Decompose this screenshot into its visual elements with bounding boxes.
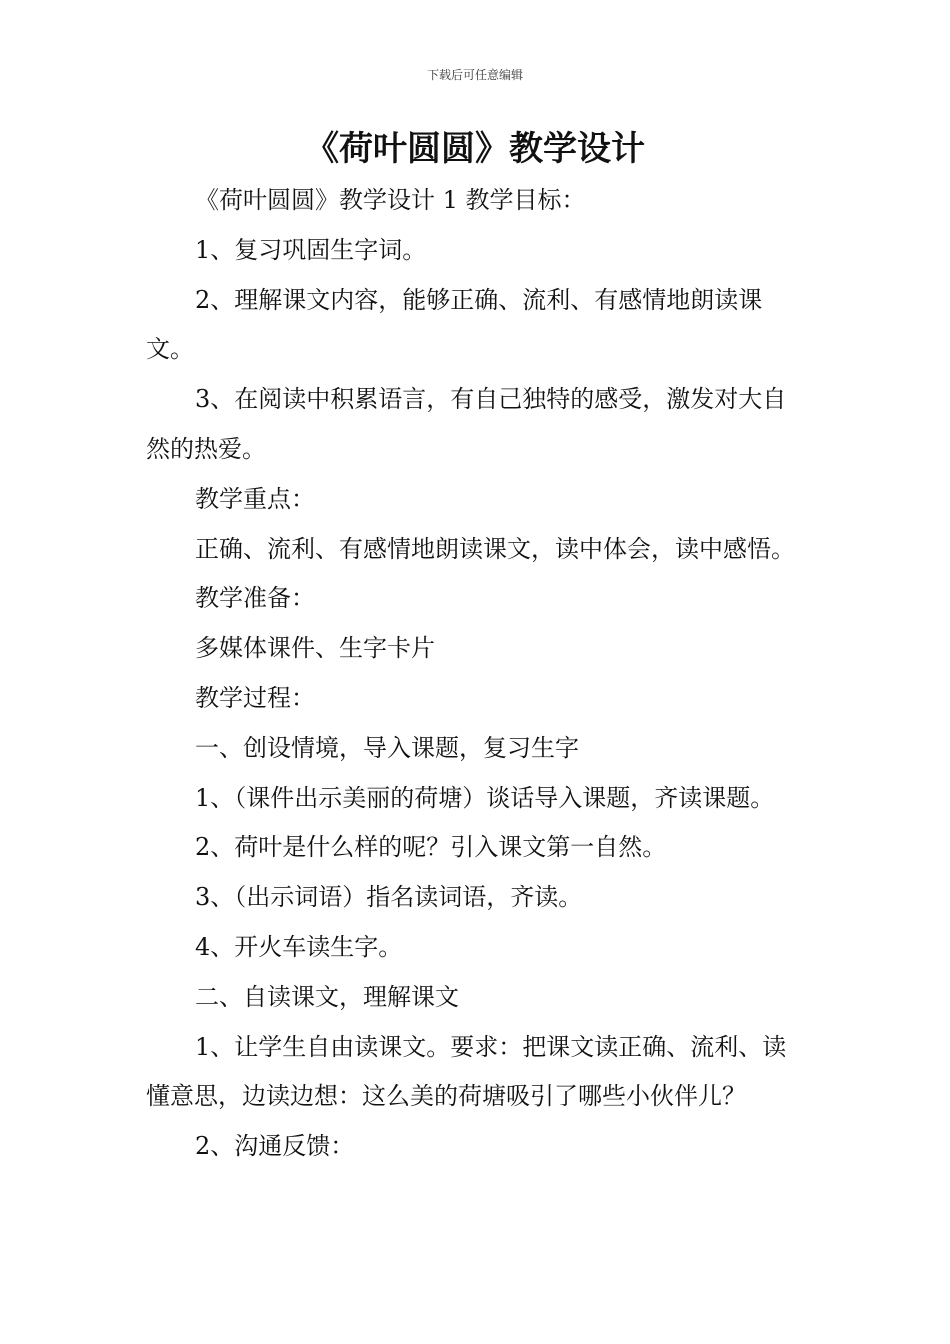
header-note: 下载后可任意编辑 [426,68,523,82]
paragraph-step-1-2: 2、荷叶是什么样的呢？引入课文第一自然。 [195,833,667,862]
paragraph-section-1-heading: 一、创设情境，导入课题，复习生字 [195,733,579,762]
paragraph-step-1-1: 1、（课件出示美丽的荷塘）谈话导入课题，齐读课题。 [195,783,775,812]
paragraph-objectives-heading: 《荷叶圆圆》教学设计 1 教学目标： [195,186,586,214]
paragraph-process-heading: 教学过程： [195,683,315,712]
paragraph-step-2-1: 1、让学生自由读课文。要求：把课文读正确、流利、读懂意思，边读边想：这么美的荷塘吸引了哪些小伙伴儿？ [146,1032,787,1111]
paragraph-objective-3: 3、在阅读中积累语言，有自己独特的感受，激发对大自然的热爱。 [146,385,787,463]
paragraph-objective-2: 2、理解课文内容，能够正确、流利、有感情地朗读课文。 [146,285,763,364]
document-body [146,176,810,1172]
paragraph-step-1-4: 4、开火车读生字。 [195,932,403,961]
paragraph-step-1-3: 3、（出示词语）指名读词语，齐读。 [195,883,583,912]
paragraph-key-points: 正确、流利、有感情地朗读课文，读中体会，读中感悟。 [195,534,795,563]
paragraph-preparation: 多媒体课件、生字卡片 [195,634,435,663]
paragraph-preparation-heading: 教学准备： [195,584,315,613]
paragraph-key-points-heading: 教学重点： [195,484,315,513]
document-title: 《荷叶圆圆》教学设计 [305,129,645,169]
paragraph-section-2-heading: 二、自读课文，理解课文 [195,982,459,1011]
paragraph-objective-1: 1、复习巩固生字词。 [195,235,427,264]
paragraph-step-2-2: 2、沟通反馈： [195,1132,355,1161]
